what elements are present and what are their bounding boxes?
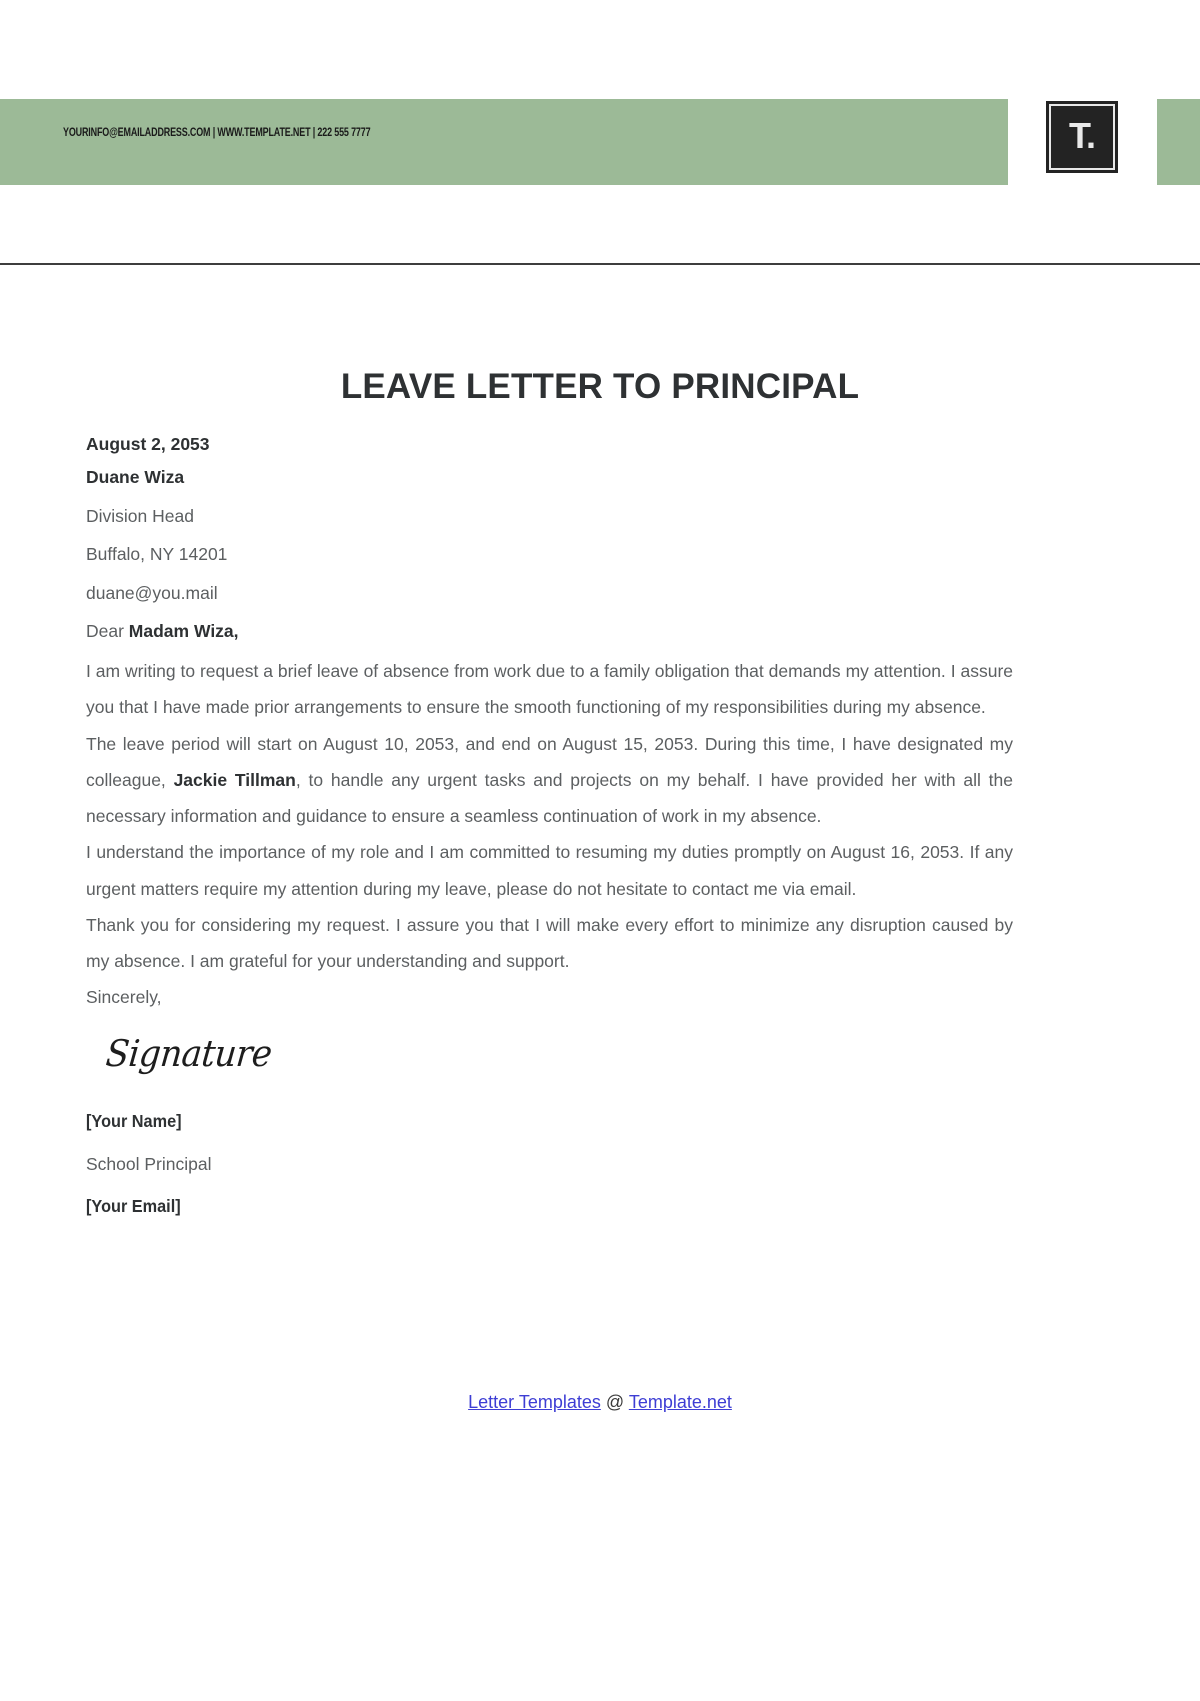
salutation	[86, 619, 1013, 644]
paragraph-4: Thank you for considering my request. I assure you that I will make every effort to minimize any disruption caused by my absence. I am grateful for your understanding and support.	[86, 914, 1013, 971]
paragraph-2-part-2: , to handle any urgent tasks and projects on my behalf. I have provided her with all the necessary information and guidance to ensure a seamless continuation of work in my absence.	[86, 769, 1013, 827]
paragraph-2-part-1: The leave period will start on August 10, 2053, and end on August 15, 2053. During this time, I have designated my colleague,	[86, 733, 1013, 790]
closing-line: Sincerely,	[86, 987, 162, 1008]
paragraph-1: I am writing to request a brief leave of absence from work due to a family obligation that demands my attention. I assure you that I have made prior arrangements to ensure the smooth functioning of my responsibilities during my absence.	[86, 661, 1013, 718]
template-net-link[interactable]: Template.net	[628, 1392, 732, 1412]
salutation-prefix: Dear	[86, 620, 129, 641]
header-divider-rule	[0, 263, 1200, 265]
footer-separator: @	[600, 1392, 629, 1412]
page-title: LEAVE LETTER TO PRINCIPAL	[340, 367, 860, 406]
letterhead-green-bar-left	[0, 99, 1008, 185]
colleague-name: Jackie Tillman	[173, 769, 296, 790]
template-net-logo[interactable]	[1046, 101, 1118, 173]
signature-script: Signature	[103, 1032, 274, 1077]
letter-body	[86, 432, 1013, 1216]
salutation-name: Madam Wiza,	[128, 620, 239, 641]
letterhead-contact-line: YOURINFO@EMAILADDRESS.COM | WWW.TEMPLATE.NET | 222 555 7777	[63, 127, 371, 139]
letterhead-green-bar-right	[1157, 99, 1200, 185]
paragraph-3: I understand the importance of my role and I am committed to resuming my duties promptly on August 16, 2053. If any urgent matters require my attention during my leave, please do not hesitate to contact me via email.	[86, 842, 1013, 899]
letter-templates-link[interactable]: Letter Templates	[468, 1392, 601, 1412]
paragraph-2	[86, 726, 1013, 835]
recipient-role: Division Head	[86, 505, 194, 526]
footer-credit	[0, 1392, 1200, 1413]
letterhead	[0, 99, 1200, 185]
letter-date: August 2, 2053	[86, 434, 210, 454]
logo-wordmark: T.	[1068, 115, 1095, 156]
recipient-name: Duane Wiza	[86, 467, 185, 488]
signature-block	[86, 1113, 1013, 1216]
signer-role: School Principal	[86, 1153, 212, 1174]
recipient-email: duane@you.mail	[86, 582, 218, 603]
signer-name: [Your Name]	[86, 1111, 182, 1132]
signer-email: [Your Email]	[86, 1196, 181, 1217]
recipient-location: Buffalo, NY 14201	[86, 544, 228, 565]
